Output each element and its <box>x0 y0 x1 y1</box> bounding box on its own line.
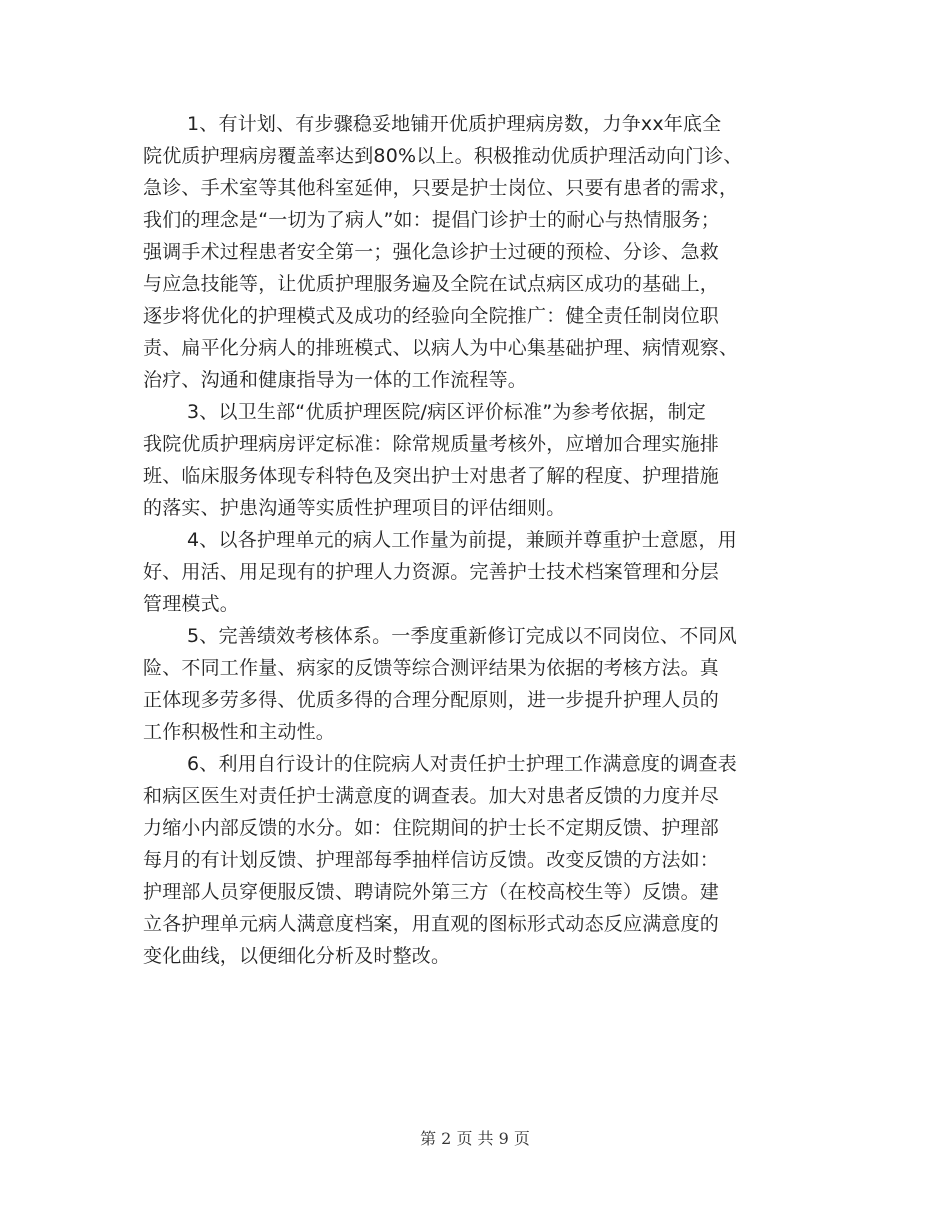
paragraph-4-line-3: 管理模式。 <box>143 593 240 615</box>
paragraph-6-line-4: 每月的有计划反馈、护理部每季抽样信访反馈。改变反馈的方法如： <box>143 849 720 871</box>
paragraph-6-line-6: 立各护理单元病人满意度档案，用直观的图标形式动态反应满意度的 <box>143 913 720 935</box>
paragraph-6-line-2: 和病区医生对责任护士满意度的调查表。加大对患者反馈的力度并尽 <box>143 785 720 807</box>
paragraph-3-line-3: 班、临床服务体现专科特色及突出护士对患者了解的程度、护理措施 <box>143 465 720 487</box>
paragraph-1-line-2: 院优质护理病房覆盖率达到80%以上。积极推动优质护理活动向门诊、 <box>143 145 743 167</box>
paragraph-3-line-2: 我院优质护理病房评定标准：除常规质量考核外，应增加合理实施排 <box>143 433 720 455</box>
paragraph-1-line-7: 逐步将优化的护理模式及成功的经验向全院推广：健全责任制岗位职 <box>143 305 720 327</box>
paragraph-6-line-3: 力缩小内部反馈的水分。如：住院期间的护士长不定期反馈、护理部 <box>143 817 720 839</box>
paragraph-6-line-7: 变化曲线，以便细化分析及时整改。 <box>143 945 451 967</box>
paragraph-5-line-3: 正体现多劳多得、优质多得的合理分配原则，进一步提升护理人员的 <box>143 689 720 711</box>
paragraph-1-line-5: 强调手术过程患者安全第一；强化急诊护士过硬的预检、分诊、急救 <box>143 241 720 263</box>
paragraph-6-line-5: 护理部人员穿便服反馈、聘请院外第三方（在校高校生等）反馈。建 <box>143 881 720 903</box>
page-number-footer: 第 2 页 共 9 页 <box>420 1129 530 1148</box>
paragraph-5-line-2: 险、不同工作量、病家的反馈等综合测评结果为依据的考核方法。真 <box>143 657 720 679</box>
paragraph-1-line-8: 责、扁平化分病人的排班模式、以病人为中心集基础护理、病情观察、 <box>143 337 739 359</box>
paragraph-3-line-1: 3、以卫生部“优质护理医院/病区评价标准”为参考依据，制定 <box>187 401 706 423</box>
paragraph-1-line-4: 我们的理念是“一切为了病人”如：提倡门诊护士的耐心与热情服务； <box>143 209 720 231</box>
paragraph-4-line-2: 好、用活、用足现有的护理人力资源。完善护士技术档案管理和分层 <box>143 561 720 583</box>
paragraph-3-line-4: 的落实、护患沟通等实质性护理项目的评估细则。 <box>143 497 566 519</box>
paragraph-4-line-1: 4、以各护理单元的病人工作量为前提，兼顾并尊重护士意愿，用 <box>187 529 737 551</box>
paragraph-5-line-1: 5、完善绩效考核体系。一季度重新修订完成以不同岗位、不同风 <box>187 625 737 647</box>
paragraph-5-line-4: 工作积极性和主动性。 <box>143 721 336 743</box>
paragraph-6-line-1: 6、利用自行设计的住院病人对责任护士护理工作满意度的调查表 <box>187 753 737 775</box>
paragraph-1-line-1: 1、有计划、有步骤稳妥地铺开优质护理病房数，力争xx年底全 <box>187 113 722 135</box>
paragraph-1-line-3: 急诊、手术室等其他科室延伸，只要是护士岗位、只要有患者的需求， <box>143 177 739 199</box>
paragraph-1-line-6: 与应急技能等，让优质护理服务遍及全院在试点病区成功的基础上， <box>143 273 720 295</box>
paragraph-1-line-9: 治疗、沟通和健康指导为一体的工作流程等。 <box>143 369 528 391</box>
